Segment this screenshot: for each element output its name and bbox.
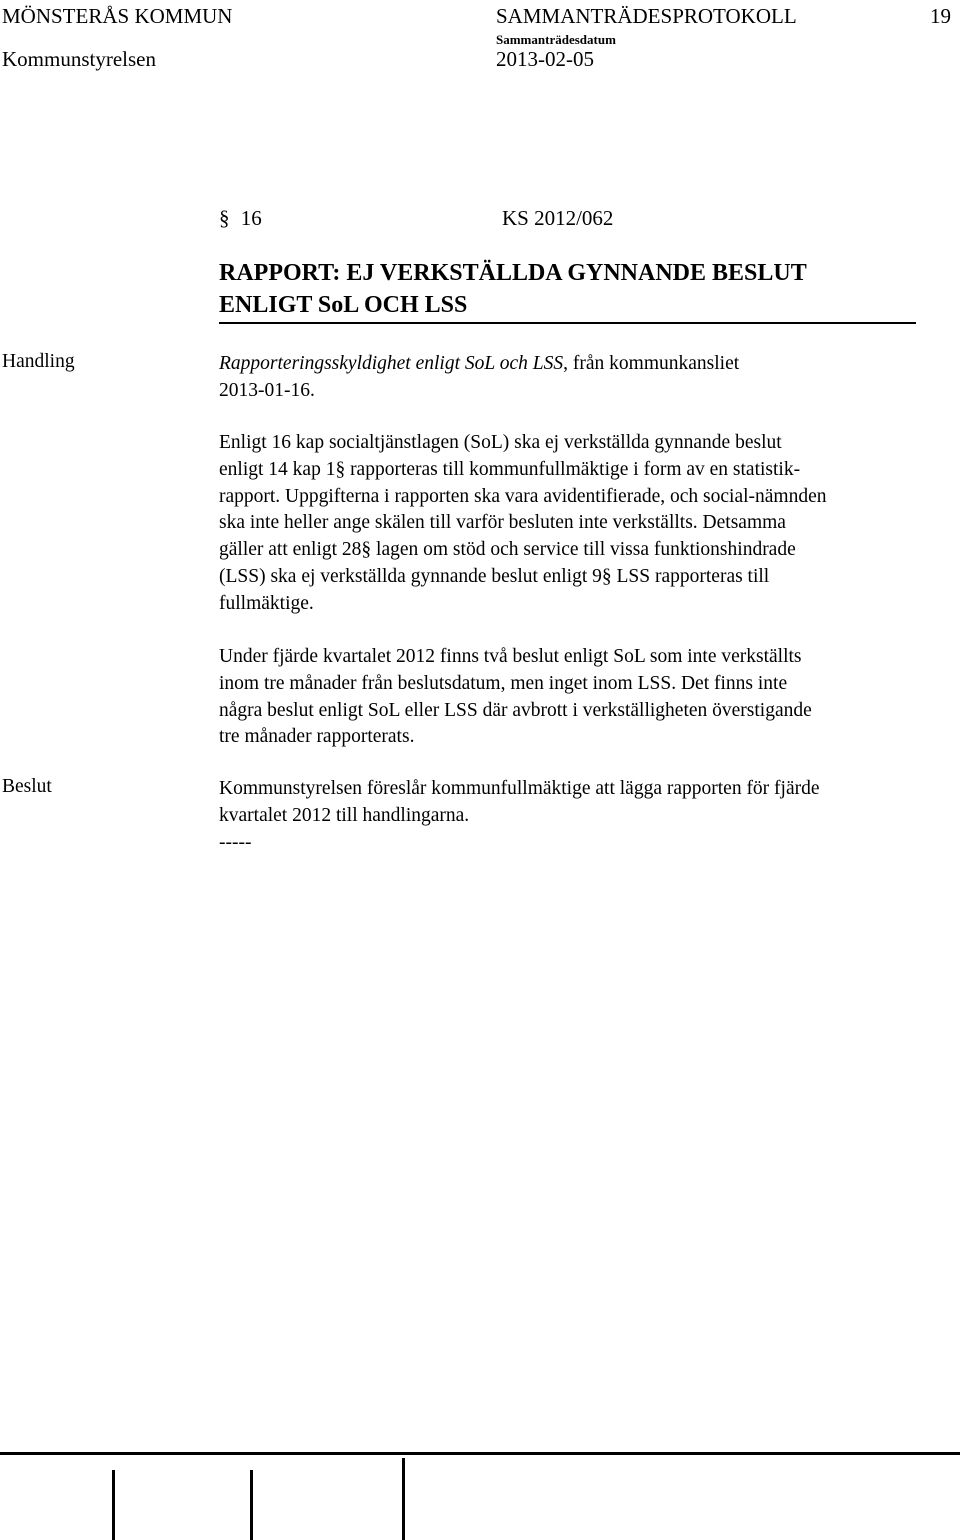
paragraph-number: 16 <box>240 206 262 230</box>
signature-box-divider <box>112 1470 115 1540</box>
case-number: KS 2012/062 <box>502 206 614 230</box>
body-p2-line: tre månader rapporterats. <box>219 726 415 748</box>
body-p1-line: Enligt 16 kap socialtjänstlagen (SoL) ska ej verkställda gynnande beslut <box>219 432 782 453</box>
body-p2-line: Under fjärde kvartalet 2012 finns två beslut enligt SoL som inte verkställts <box>219 646 802 667</box>
title-underline <box>219 322 916 324</box>
handling-label: Handling <box>2 351 75 372</box>
meeting-date: 2013-02-05 <box>496 47 594 71</box>
body-p1-line: ska inte heller ange skälen till varför besluten inte verkställts. Detsamma <box>219 512 786 534</box>
section-title-line2: ENLIGT SoL OCH LSS <box>219 292 468 318</box>
decision-text <box>219 776 820 856</box>
body-paragraph-2 <box>219 644 812 751</box>
body-p1-line: gäller att enligt 28§ lagen om stöd och service till vissa funktionshindrade <box>219 539 796 561</box>
body-p2-line: inom tre månader från beslutsdatum, men inget inom LSS. Det finns inte <box>219 672 788 694</box>
handling-doc-date: 2013-01-16. <box>219 379 315 401</box>
body-paragraph-1 <box>219 430 827 618</box>
body-p1-line: fullmäktige. <box>219 592 314 614</box>
paragraph-heading <box>219 206 262 231</box>
body-name: Kommunstyrelsen <box>2 47 156 71</box>
body-p2-line: några beslut enligt SoL eller LSS där avbrott i verkställigheten överstigande <box>219 699 812 721</box>
footer-rule <box>0 1452 960 1455</box>
page-number: 19 <box>930 4 951 28</box>
handling-reference <box>219 351 739 405</box>
handling-doc-title: Rapporteringsskyldighet enligt SoL och LSS <box>219 353 564 374</box>
body-p1-line: enligt 14 kap 1§ rapporteras till kommunfullmäktige i form av en statistik- <box>219 458 801 480</box>
handling-doc-source: , från kommunkansliet <box>563 353 740 374</box>
signature-box-divider <box>402 1458 405 1540</box>
decision-label: Beslut <box>2 776 52 797</box>
decision-line: Kommunstyrelsen föreslår kommunfullmäktige att lägga rapporten för fjärde <box>219 778 820 799</box>
section-title-line1: RAPPORT: EJ VERKSTÄLLDA GYNNANDE BESLUT <box>219 260 807 286</box>
decision-line: kvartalet 2012 till handlingarna. <box>219 804 470 826</box>
body-p1-line: rapport. Uppgifterna i rapporten ska vara avidentifierade, och social-nämnden <box>219 485 827 507</box>
signature-box-divider <box>250 1470 253 1540</box>
handling-reference-line1 <box>219 351 739 378</box>
municipality-name: MÖNSTERÅS KOMMUN <box>2 4 233 28</box>
date-label: Sammanträdesdatum <box>496 32 616 47</box>
paragraph-sign: § <box>219 206 230 230</box>
end-marker: ----- <box>219 831 252 853</box>
body-p1-line: (LSS) ska ej verkställda gynnande beslut enligt 9§ LSS rapporteras till <box>219 565 770 587</box>
protocol-title: SAMMANTRÄDESPROTOKOLL <box>496 4 797 28</box>
